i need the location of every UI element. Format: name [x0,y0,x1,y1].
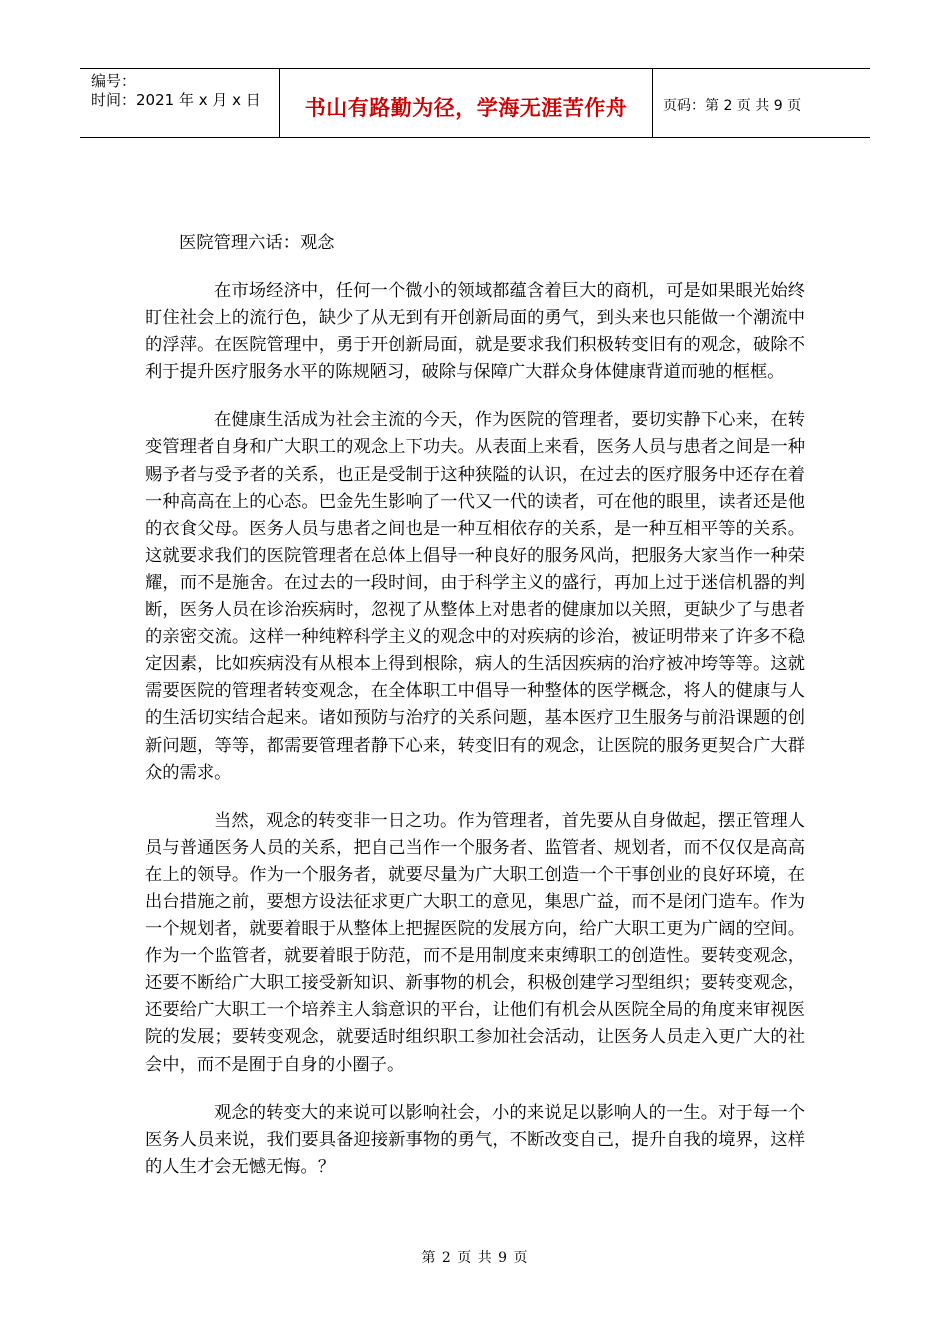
document-date: 时间：2021 年 x 月 x 日 [91,91,261,109]
header-page-info: 页码：第 2 页 共 9 页 [663,98,802,114]
header-table [80,68,870,138]
paragraph-4: 观念的转变大的来说可以影响社会，小的来说足以影响人的一生。对于每一个医务人员来说，我们要具备迎接新事物的勇气，不断改变自己，提升自我的境界，这样的人生才会无憾无悔。？ [145,1102,805,1177]
document-number-label: 编号： [91,72,137,90]
document-body [145,230,805,1181]
header-motto: 书山有路勤为径，学海无涯苦作舟 [304,96,628,120]
header-meta-cell [80,69,280,137]
header-page-cell [653,69,870,137]
paragraph-1: 在市场经济中，任何一个微小的领域都蕴含着巨大的商机，可是如果眼光始终盯住社会上的流行色，缺少了从无到有开创新局面的勇气，到头来也只能做一个潮流中的浮萍。在医院管理中，勇于开创新局面，就是要求我们积极转变旧有的观念，破除不利于提升医疗服务水平的陈规陋习，破除与保障广大群众身体健康背道而驰的框框。 [145,281,805,383]
paragraph-2: 在健康生活成为社会主流的今天，作为医院的管理者，要切实静下心来，在转变管理者自身和广大职工的观念上下功夫。从表面上来看，医务人员与患者之间是一种赐予者与受予者的关系，也正是受制于这种狭隘的认识，在过去的医疗服务中还存在着一种高高在上的心态。巴金先生影响了一代又一代的读者，可在他的眼里，读者还是他的衣食父母。医务人员与患者之间也是一种互相依存的关系，是一种互相平等的关系。这就要求我们的医院管理者在总体上倡导一种良好的服务风尚，把服务大家当作一种荣耀，而不是施舍。在过去的一段时间，由于科学主义的盛行，再加上过于迷信机器的判断，医务人员在诊治疾病时，忽视了从整体上对患者的健康加以关照，更缺少了与患者的亲密交流。这样一种纯粹科学主义的观念中的对疾病的诊治，被证明带来了许多不稳定因素，比如疾病没有从根本上得到根除，病人的生活因疾病的治疗被冲垮等等。这就需要医院的管理者转变观念，在全体职工中倡导一种整体的医学概念，将人的健康与人的生活切实结合起来。诸如预防与治疗的关系问题，基本医疗卫生服务与前沿课题的创新问题，等等，都需要管理者静下心来，转变旧有的观念，让医院的服务更契合广大群众的需求。 [145,410,805,783]
paragraph-3: 当然，观念的转变非一日之功。作为管理者，首先要从自身做起，摆正管理人员与普通医务人员的关系，把自己当作一个服务者、监管者、规划者，而不仅仅是高高在上的领导。作为一个服务者，就要尽量为广大职工创造一个干事创业的良好环境，在出台措施之前，要想方设法征求更广大职工的意见，集思广益，而不是闭门造车。作为一个规划者，就要着眼于从整体上把握医院的发展方向，给广大职工更为广阔的空间。作为一个监管者，就要着眼于防范，而不是用制度来束缚职工的创造性。要转变观念，还要不断给广大职工接受新知识、新事物的机会，积极创建学习型组织；要转变观念，还要给广大职工一个培养主人翁意识的平台，让他们有机会从医院全局的角度来审视医院的发展；要转变观念，就要适时组织职工参加社会活动，让医务人员走入更广大的社会中，而不是囿于自身的小圈子。 [145,810,805,1075]
document-title: 医院管理六话：观念 [179,233,335,253]
header-motto-cell [280,69,653,137]
page-footer: 第 2 页 共 9 页 [421,1250,529,1266]
